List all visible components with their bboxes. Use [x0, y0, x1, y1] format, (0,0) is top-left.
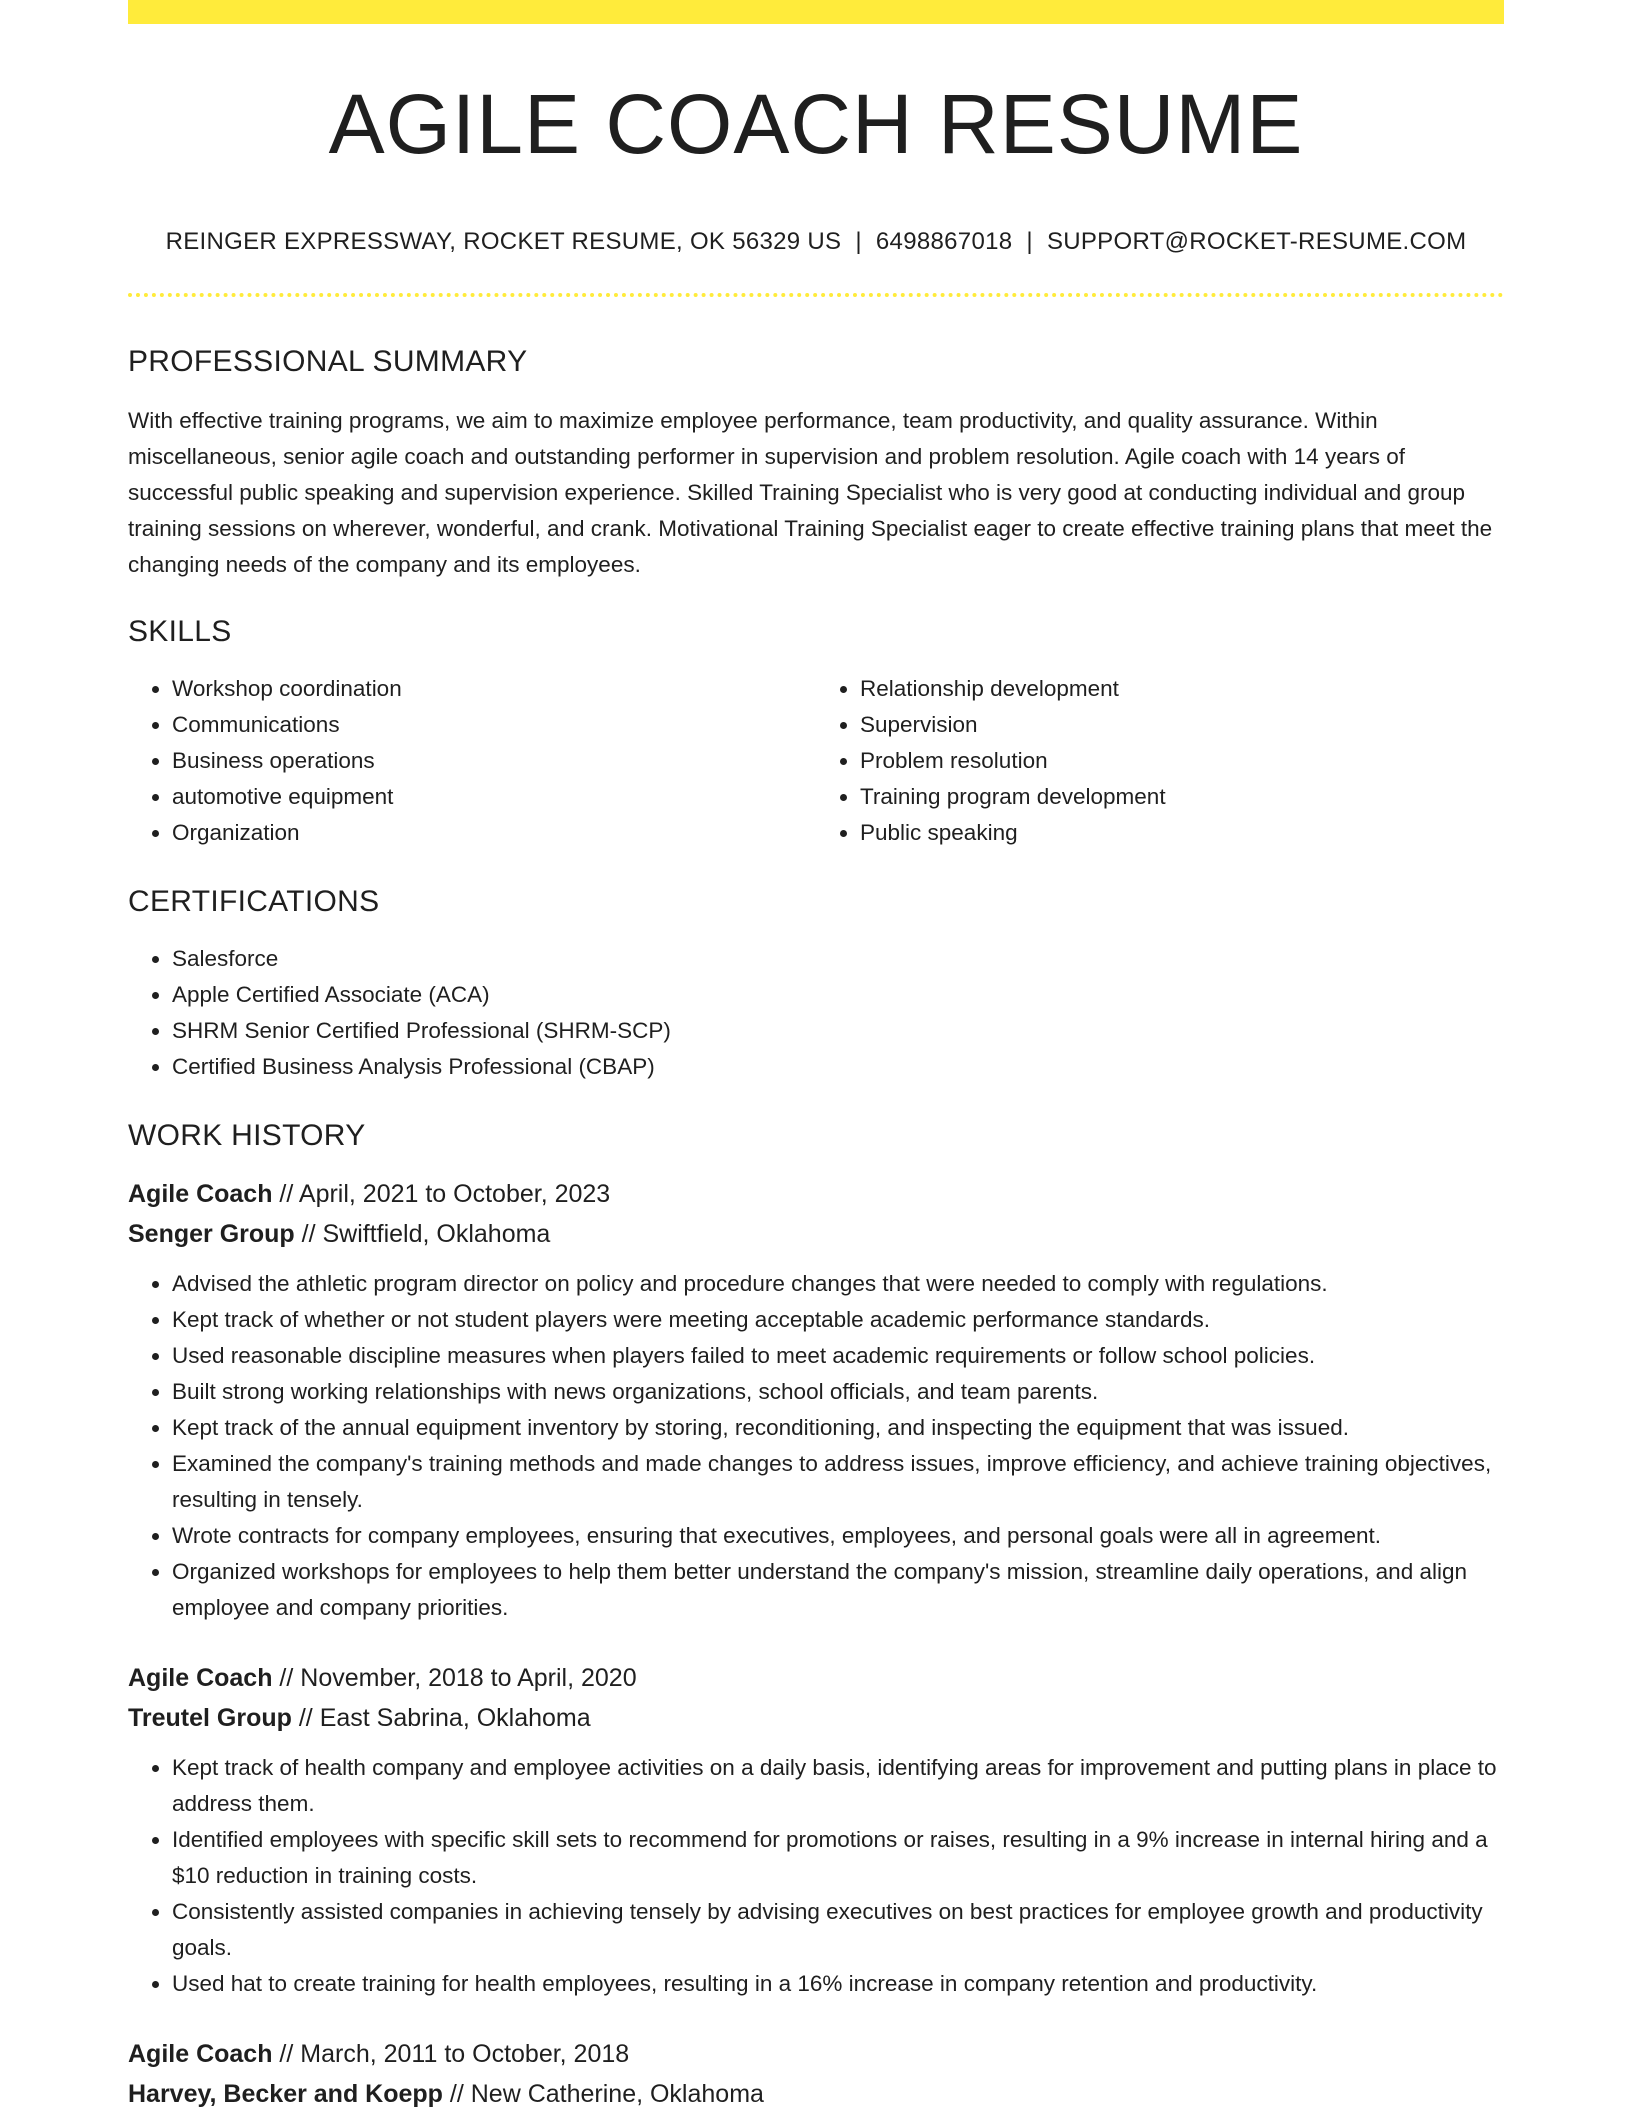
job-company: Treutel Group — [128, 1703, 292, 1732]
job-bullets — [128, 1266, 1504, 1626]
job-bullets — [128, 1750, 1504, 2002]
job-dates: // March, 2011 to October, 2018 — [272, 2039, 630, 2068]
contact-address: REINGER EXPRESSWAY, ROCKET RESUME, OK 56329 US — [165, 228, 842, 255]
contact-phone: 6498867018 — [875, 228, 1013, 255]
skill-item: • Training program development — [860, 779, 1504, 815]
job-bullet: • Advised the athletic program director on policy and procedure changes that were needed to comply with regulations. — [172, 1266, 1504, 1302]
skill-item: • Public speaking — [860, 815, 1504, 851]
certification-item: • Certified Business Analysis Professional (CBAP) — [172, 1049, 1504, 1085]
skill-item: • Business operations — [172, 743, 816, 779]
skills-list-left — [128, 671, 816, 851]
job-bullet: • Examined the company's training methods and made changes to address issues, improve efficiency, and achieve training objectives, resulting in tensely. — [172, 1446, 1504, 1518]
job-title: Agile Coach — [128, 2039, 273, 2068]
job-bullet: • Built strong working relationships with news organizations, school officials, and team parents. — [172, 1374, 1504, 1410]
summary-text: With effective training programs, we aim to maximize employee performance, team productivity, and quality assurance. Within miscellaneous, senior agile coach and outstanding performer in supervision and problem resolution. Agile coach with 14 years of successful public speaking and supervision experience. Skilled Training Specialist who is very good at conducting individual and group training sessions on wherever, wonderful, and crank. Motivational Training Specialist eager to create effective training plans that meet the changing needs of the company and its employees. — [128, 407, 1493, 577]
contact-line — [128, 228, 1504, 257]
job-bullet: • Organized workshops for employees to help them better understand the company's mission, streamline daily operations, and align employee and company priorities. — [172, 1554, 1504, 1626]
top-accent-bar — [128, 0, 1504, 24]
job-location: // New Catherine, Oklahoma — [442, 2079, 764, 2108]
job-company-line — [128, 2074, 1504, 2114]
job-bullet: • Kept track of whether or not student players were meeting acceptable academic performance standards. — [172, 1302, 1504, 1338]
skill-item: • Supervision — [860, 707, 1504, 743]
job-dates: // April, 2021 to October, 2023 — [272, 1179, 611, 1208]
job-bullet: • Kept track of the annual equipment inventory by storing, reconditioning, and inspecting the equipment that was issued. — [172, 1410, 1504, 1446]
job-entry — [128, 2034, 1504, 2114]
certification-item: • Apple Certified Associate (ACA) — [172, 977, 1504, 1013]
contact-separator: | — [1026, 228, 1033, 255]
job-bullet: • Used reasonable discipline measures when players failed to meet academic requirements or follow school policies. — [172, 1338, 1504, 1374]
resume-page — [128, 0, 1504, 2114]
certifications-heading: CERTIFICATIONS — [128, 884, 380, 918]
job-bullet: • Kept track of health company and employee activities on a daily basis, identifying areas for improvement and putting plans in place to address them. — [172, 1750, 1504, 1822]
summary-heading: PROFESSIONAL SUMMARY — [128, 344, 528, 378]
job-bullet: • Wrote contracts for company employees, ensuring that executives, employees, and personal goals were all in agreement. — [172, 1518, 1504, 1554]
work-history-heading: WORK HISTORY — [128, 1118, 366, 1152]
job-company: Senger Group — [128, 1219, 295, 1248]
skill-item: • Workshop coordination — [172, 671, 816, 707]
resume-title: AGILE COACH RESUME — [328, 77, 1304, 171]
skills-columns — [128, 671, 1504, 851]
contact-separator: | — [855, 228, 862, 255]
job-company-line — [128, 1698, 1504, 1738]
skills-heading: SKILLS — [128, 614, 232, 648]
job-location: // Swiftfield, Oklahoma — [294, 1219, 551, 1248]
job-title-line — [128, 1174, 1504, 1214]
skill-item: • Problem resolution — [860, 743, 1504, 779]
contact-email[interactable]: SUPPORT@ROCKET-RESUME.COM — [1046, 228, 1467, 255]
job-company-line — [128, 1214, 1504, 1254]
job-bullet: • Identified employees with specific skill sets to recommend for promotions or raises, resulting in a 9% increase in internal hiring and a $10 reduction in training costs. — [172, 1822, 1504, 1894]
certification-item: • Salesforce — [172, 941, 1504, 977]
job-location: // East Sabrina, Oklahoma — [291, 1703, 591, 1732]
certifications-list — [128, 941, 1504, 1085]
job-bullet: • Consistently assisted companies in achieving tensely by advising executives on best practices for employee growth and productivity goals. — [172, 1894, 1504, 1966]
skill-item: • automotive equipment — [172, 779, 816, 815]
certification-item: • SHRM Senior Certified Professional (SHRM-SCP) — [172, 1013, 1504, 1049]
dotted-divider — [128, 293, 1504, 297]
job-title-line — [128, 1658, 1504, 1698]
job-bullet: • Used hat to create training for health employees, resulting in a 16% increase in company retention and productivity. — [172, 1966, 1504, 2002]
job-title: Agile Coach — [128, 1663, 273, 1692]
job-dates: // November, 2018 to April, 2020 — [272, 1663, 637, 1692]
job-company: Harvey, Becker and Koepp — [128, 2079, 443, 2108]
skill-item: • Organization — [172, 815, 816, 851]
job-entry — [128, 1658, 1504, 2002]
job-title: Agile Coach — [128, 1179, 273, 1208]
job-title-line — [128, 2034, 1504, 2074]
skill-item: • Relationship development — [860, 671, 1504, 707]
job-entry — [128, 1174, 1504, 1626]
skill-item: • Communications — [172, 707, 816, 743]
skills-list-right — [816, 671, 1504, 851]
